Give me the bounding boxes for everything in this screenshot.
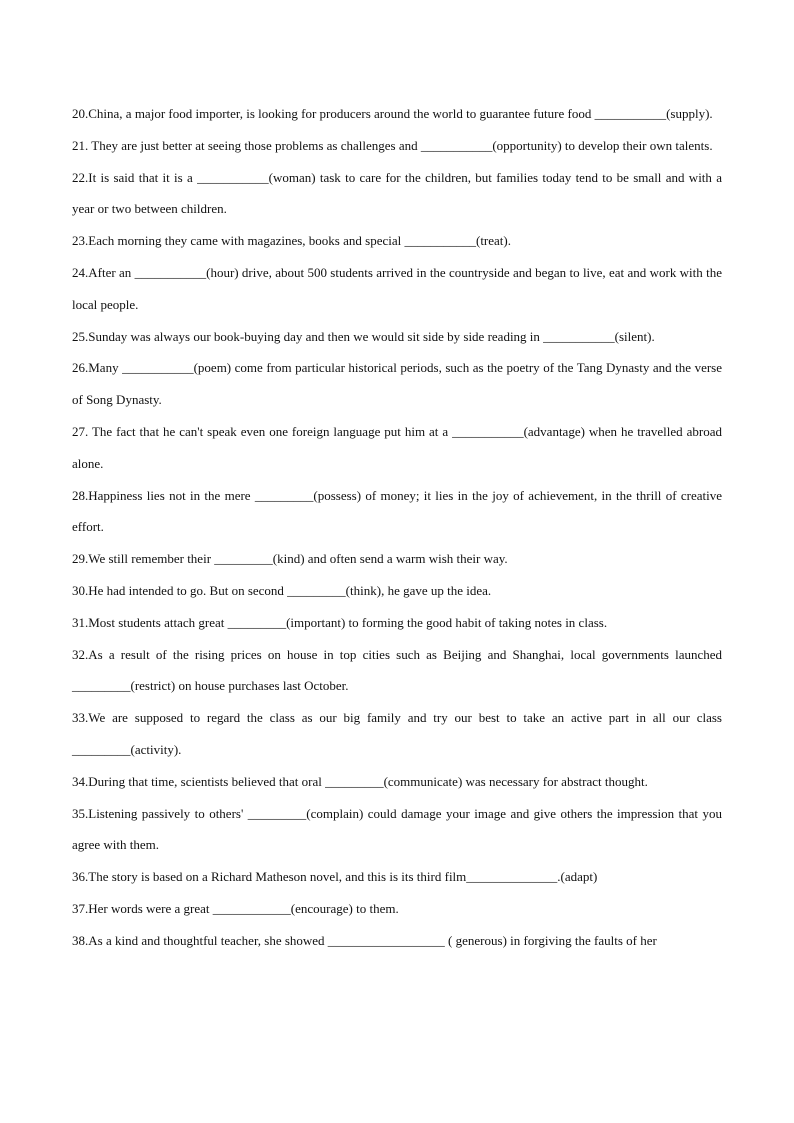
question-30: 30.He had intended to go. But on second _________(think), he gave up the idea. xyxy=(72,582,492,598)
question-32: 32.As a result of the rising prices on house in top cities such as Beijing and Shanghai, local governments launched _________(restrict) on house purchases last October. xyxy=(72,646,722,694)
question-21: 21. They are just better at seeing those problems as challenges and ___________(opportunity) to develop their own talents. xyxy=(72,137,713,153)
question-24: 24.After an ___________(hour) drive, about 500 students arrived in the countryside and began to live, eat and work with the local people. xyxy=(72,264,722,312)
question-26: 26.Many ___________(poem) come from particular historical periods, such as the poetry of the Tang Dynasty and the verse of Song Dynasty. xyxy=(72,360,722,408)
question-27: 27. The fact that he can't speak even one foreign language put him at a ___________(advantage) when he travelled abroad alone. xyxy=(72,423,722,471)
question-22: 22.It is said that it is a ___________(woman) task to care for the children, but families today tend to be small and with a year or two between children. xyxy=(72,169,722,217)
question-28: 28.Happiness lies not in the mere _________(possess) of money; it lies in the joy of achievement, in the thrill of creative effort. xyxy=(72,487,722,535)
question-37: 37.Her words were a great ____________(encourage) to them. xyxy=(72,900,399,916)
question-33: 33.We are supposed to regard the class as our big family and try our best to take an active part in all our class _________(activity). xyxy=(72,710,722,757)
question-31: 31.Most students attach great _________(important) to forming the good habit of taking notes in class. xyxy=(72,614,608,630)
question-38: 38.As a kind and thoughtful teacher, she showed __________________ ( generous) in forgiving the faults of her xyxy=(72,932,657,948)
question-25: 25.Sunday was always our book-buying day and then we would sit side by side reading in ___________(silent). xyxy=(72,328,655,344)
question-35: 35.Listening passively to others' _________(complain) could damage your image and give others the impression that you agree with them. xyxy=(72,805,722,853)
question-20: 20.China, a major food importer, is looking for producers around the world to guarantee future food ___________(supply). xyxy=(72,106,713,121)
question-34: 34.During that time, scientists believed that oral _________(communicate) was necessary for abstract thought. xyxy=(72,773,648,789)
worksheet-page xyxy=(72,98,722,957)
question-36: 36.The story is based on a Richard Matheson novel, and this is its third film______________.(adapt) xyxy=(72,869,598,885)
question-29: 29.We still remember their _________(kind) and often send a warm wish their way. xyxy=(72,551,508,567)
question-23: 23.Each morning they came with magazines, books and special ___________(treat). xyxy=(72,233,511,249)
